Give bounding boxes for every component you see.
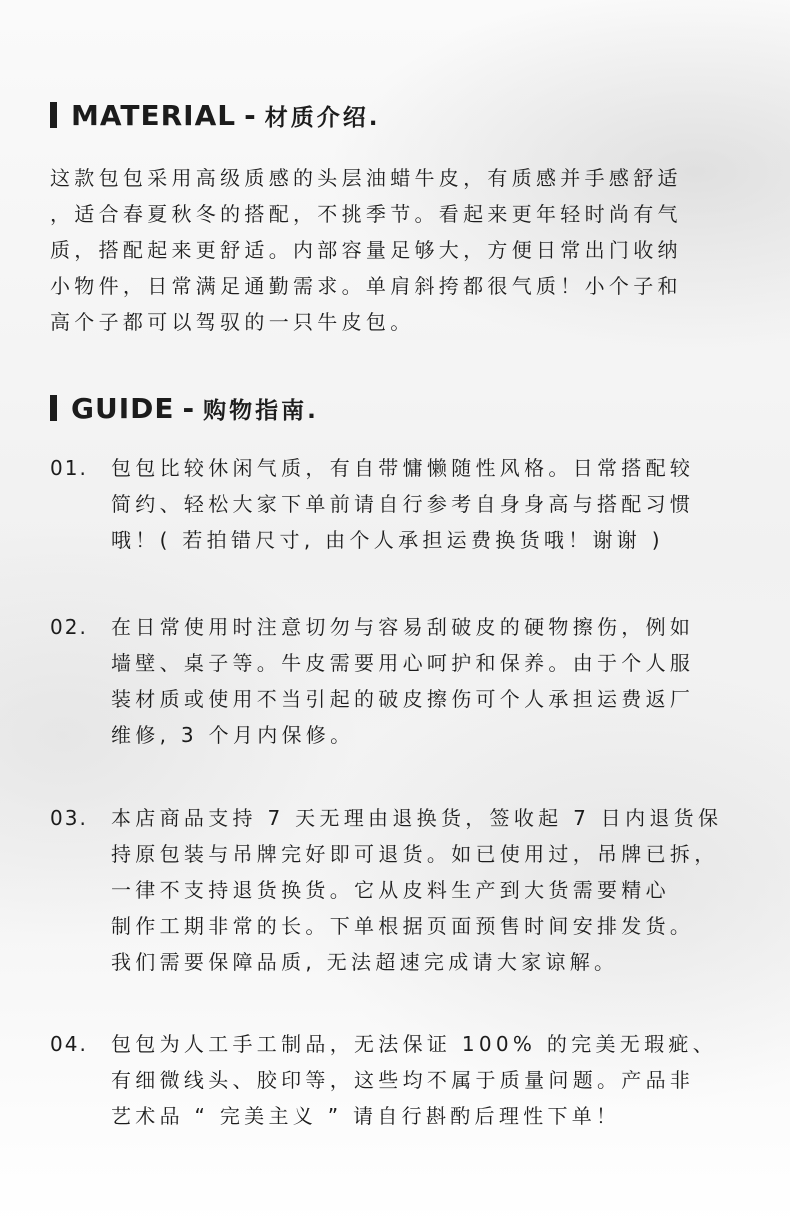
guide-item-line: 简约、轻松大家下单前请自行参考自身身高与搭配习惯 bbox=[111, 492, 695, 516]
material-line: 高个子都可以驾驭的一只牛皮包。 bbox=[50, 310, 415, 334]
material-description bbox=[50, 160, 745, 340]
guide-item-number: 03. bbox=[50, 806, 88, 830]
guide-item-line: 一律不支持退货换货。它从皮料生产到大货需要精心 bbox=[111, 878, 670, 902]
guide-item-line: 我们需要保障品质, 无法超速完成请大家谅解。 bbox=[111, 950, 619, 974]
guide-item-line: 持原包装与吊牌完好即可退货。如已使用过，吊牌已拆， bbox=[111, 842, 719, 866]
guide-item-number: 01. bbox=[50, 456, 88, 480]
guide-item-line: 在日常使用时注意切勿与容易刮破皮的硬物擦伤，例如 bbox=[111, 615, 695, 639]
guide-title-cn: 购物指南. bbox=[203, 397, 319, 424]
guide-item-line: 墙壁、桌子等。牛皮需要用心呵护和保养。由于个人服 bbox=[111, 651, 695, 675]
guide-item-line: 本店商品支持 7 天无理由退换货，签收起 7 日内退货保 bbox=[111, 806, 723, 830]
guide-item-text bbox=[111, 800, 751, 980]
guide-item-text bbox=[111, 609, 751, 753]
guide-item-line: 维修, 3 个月内保修。 bbox=[111, 723, 355, 747]
guide-item-line: 哦！( 若拍错尺寸, 由个人承担运费换货哦！谢谢 ) bbox=[111, 528, 664, 552]
guide-item-number: 04. bbox=[50, 1032, 88, 1056]
guide-item-line: 制作工期非常的长。下单根据页面预售时间安排发货。 bbox=[111, 914, 695, 938]
material-title-separator: - bbox=[244, 98, 257, 132]
guide-item-line: 包包为人工手工制品，无法保证 100% 的完美无瑕疵、 bbox=[111, 1032, 717, 1056]
heading-accent-bar bbox=[50, 395, 57, 421]
material-title-cn: 材质介绍. bbox=[264, 104, 381, 131]
material-title-en: MATERIAL bbox=[71, 98, 237, 132]
heading-accent-bar bbox=[50, 102, 57, 128]
guide-item-line: 包包比较休闲气质，有自带慵懒随性风格。日常搭配较 bbox=[111, 456, 695, 480]
material-line: 质，搭配起来更舒适。内部容量足够大，方便日常出门收纳 bbox=[50, 238, 682, 262]
guide-item-line: 装材质或使用不当引起的破皮擦伤可个人承担运费返厂 bbox=[111, 687, 695, 711]
material-line: ，适合春夏秋冬的搭配，不挑季节。看起来更年轻时尚有气 bbox=[50, 202, 682, 226]
guide-title-separator: - bbox=[182, 391, 196, 425]
material-heading bbox=[50, 98, 380, 132]
material-line: 小物件，日常满足通勤需求。单肩斜挎都很气质！小个子和 bbox=[50, 274, 682, 298]
guide-heading bbox=[50, 391, 319, 425]
guide-item-text bbox=[111, 1026, 751, 1134]
guide-item-number: 02. bbox=[50, 615, 88, 639]
guide-item-text bbox=[111, 450, 751, 558]
guide-item-line: 有细微线头、胶印等，这些均不属于质量问题。产品非 bbox=[111, 1068, 695, 1092]
guide-item-line: 艺术品 “ 完美主义 ” 请自行斟酌后理性下单！ bbox=[111, 1104, 621, 1128]
material-line: 这款包包采用高级质感的头层油蜡牛皮，有质感并手感舒适 bbox=[50, 166, 682, 190]
guide-title-en: GUIDE bbox=[71, 391, 175, 425]
